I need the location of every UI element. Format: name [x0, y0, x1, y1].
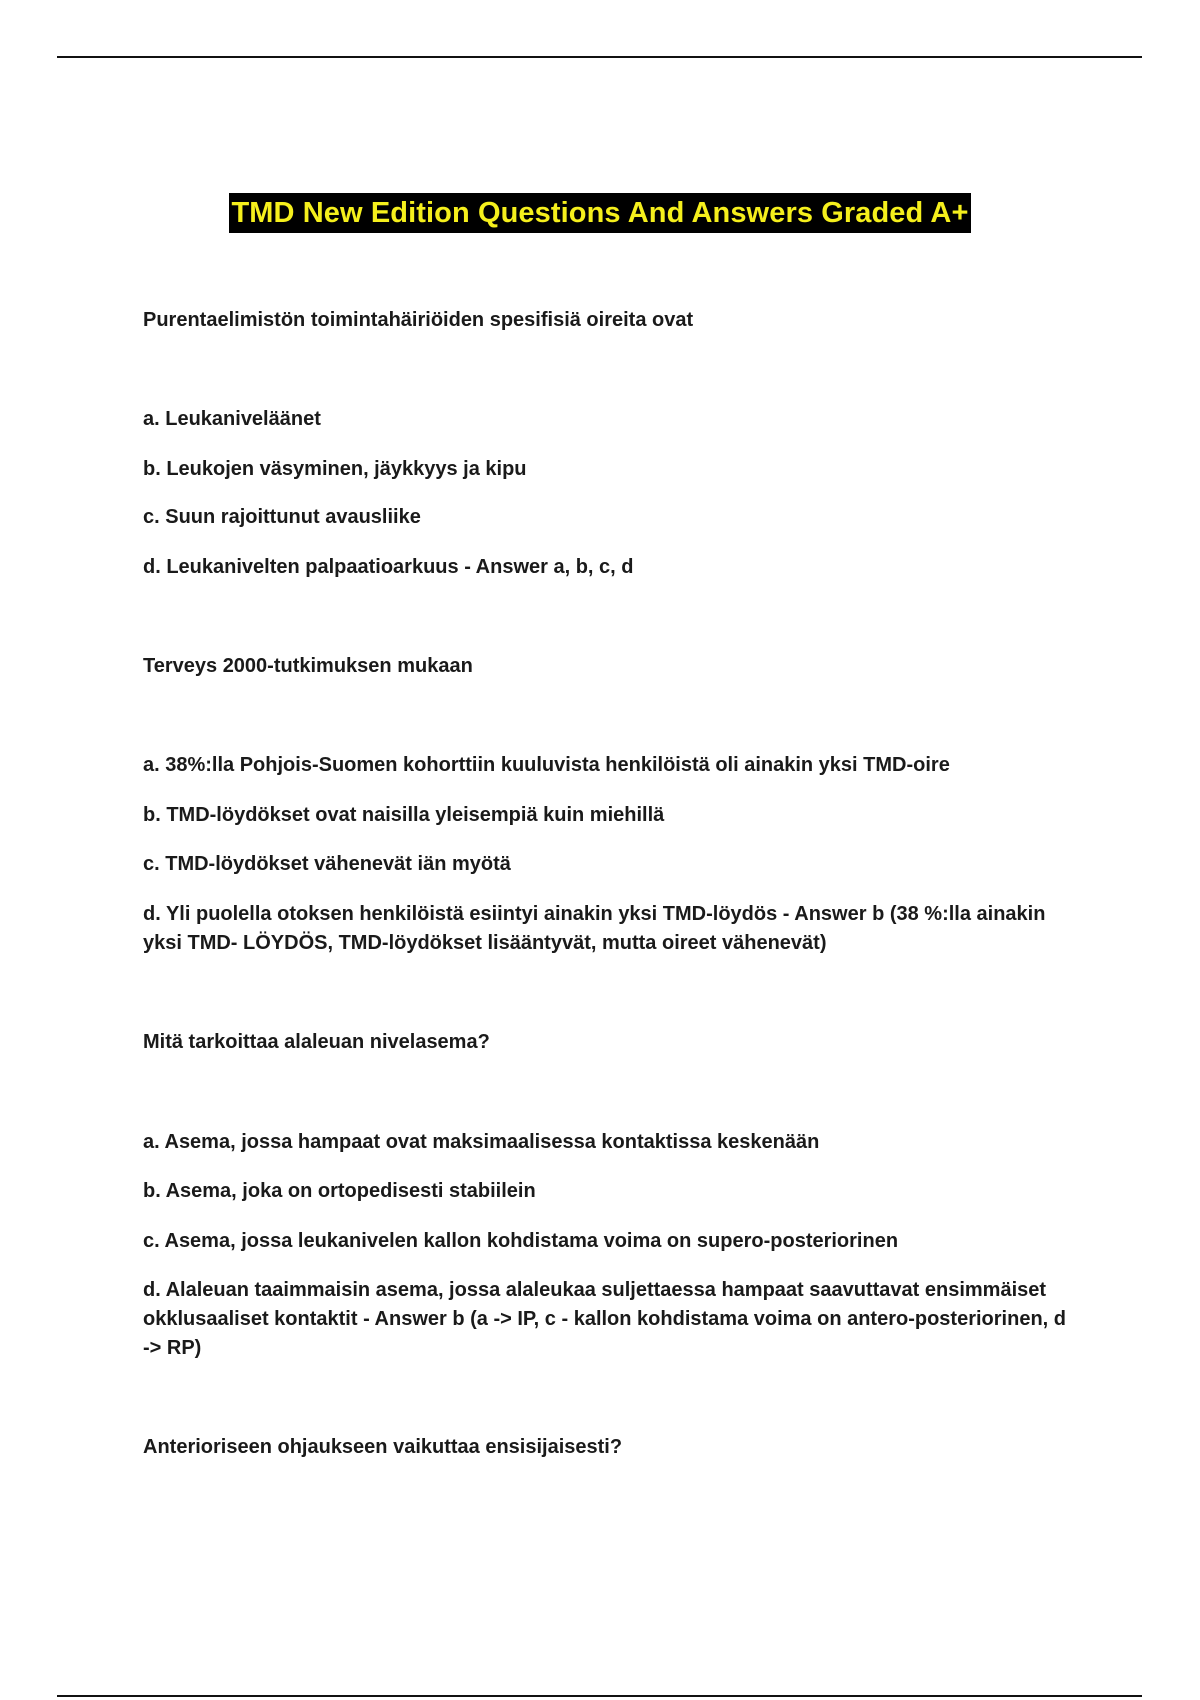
question-1-option-c: c. Suun rajoittunut avausliike: [143, 506, 421, 528]
document-title: TMD New Edition Questions And Answers Graded A+: [229, 193, 970, 233]
question-3-prompt: Mitä tarkoittaa alaleuan nivelasema?: [143, 1031, 490, 1053]
question-3-option-c: c. Asema, jossa leukanivelen kallon kohdistama voima on supero-posteriorinen: [143, 1230, 899, 1252]
question-2-option-a: a. 38%:lla Pohjois-Suomen kohorttiin kuuluvista henkilöistä oli ainakin yksi TMD-oire: [143, 754, 950, 776]
question-1-option-b: b. Leukojen väsyminen, jäykkyys ja kipu: [143, 458, 527, 480]
question-2-option-c: c. TMD-löydökset vähenevät iän myötä: [143, 853, 511, 875]
question-3-option-b: b. Asema, joka on ortopedisesti stabiilein: [143, 1180, 536, 1202]
bottom-rule: [57, 1695, 1142, 1697]
question-1-option-d: d. Leukanivelten palpaatioarkuus - Answer a, b, c, d: [143, 556, 634, 578]
title-block: [0, 193, 1200, 233]
question-3-option-d: d. Alaleuan taaimmaisin asema, jossa alaleukaa suljettaessa hampaat saavuttavat ensimmäiset okklusaaliset kontaktit - Answer b (a -> IP, c - kallon kohdistama voima on antero-posteriorinen, d -> RP): [143, 1279, 1066, 1359]
question-2-prompt: Terveys 2000-tutkimuksen mukaan: [143, 655, 473, 677]
question-1-option-a: a. Leukaniveläänet: [143, 408, 321, 430]
question-1-prompt: Purentaelimistön toimintahäiriöiden spesifisiä oireita ovat: [143, 309, 694, 331]
question-2-option-d: d. Yli puolella otoksen henkilöistä esiintyi ainakin yksi TMD-löydös - Answer b (38 %:lla ainakin yksi TMD- LÖYDÖS, TMD-löydökset lisääntyvät, mutta oireet vähenevät): [143, 903, 1046, 954]
question-2-option-b: b. TMD-löydökset ovat naisilla yleisempiä kuin miehillä: [143, 804, 665, 826]
top-rule: [57, 56, 1142, 58]
question-3-option-a: a. Asema, jossa hampaat ovat maksimaalisessa kontaktissa keskenään: [143, 1131, 820, 1153]
question-4-prompt: Anterioriseen ohjaukseen vaikuttaa ensisijaisesti?: [143, 1436, 623, 1458]
